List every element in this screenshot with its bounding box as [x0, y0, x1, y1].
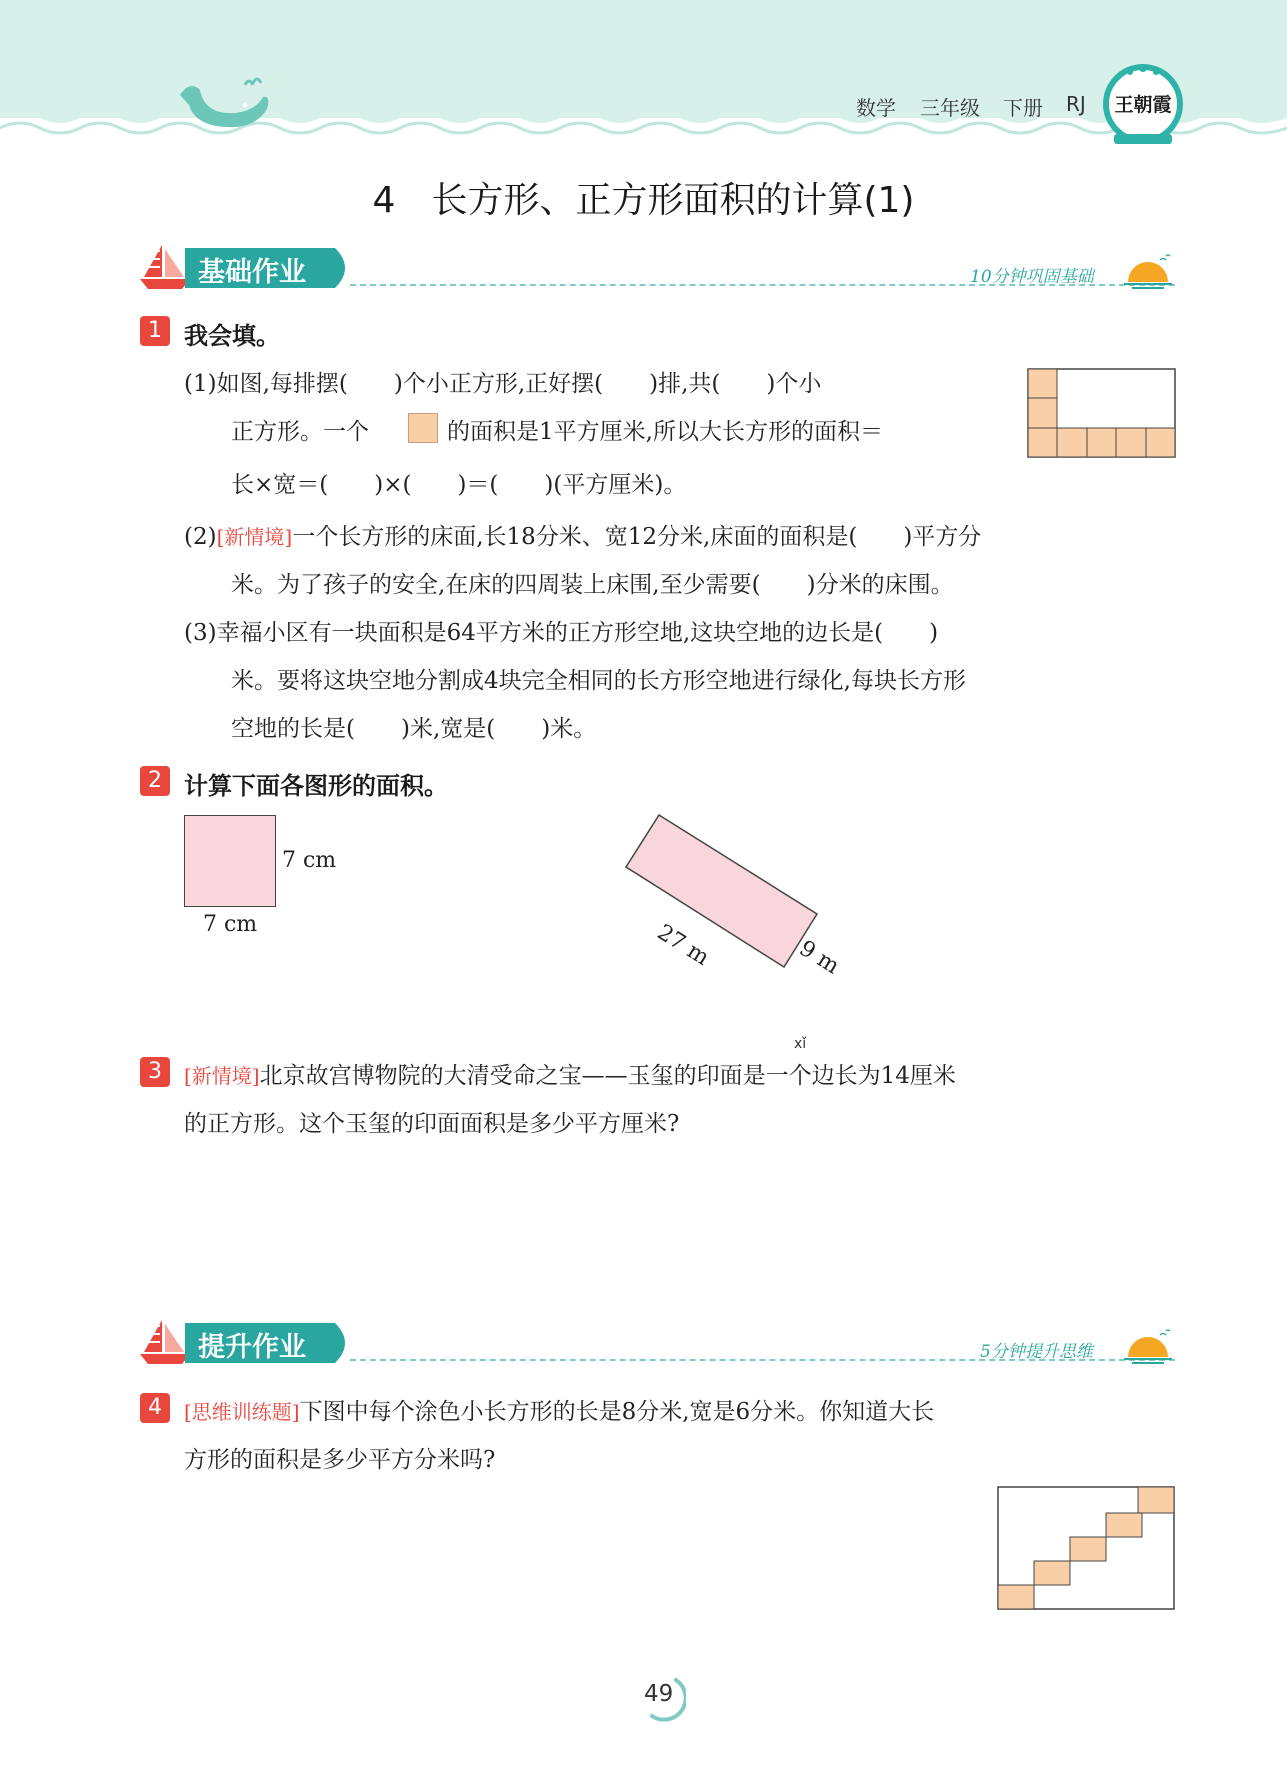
- tilted-rectangle-figure: [620, 810, 820, 980]
- q3-line1: [184, 1057, 956, 1090]
- q1-part2-line1: [184, 518, 981, 551]
- question-heading-2: 计算下面各图形的面积。: [184, 772, 448, 800]
- question-number-2: 2: [140, 766, 170, 796]
- question-number-4: 4: [140, 1393, 170, 1423]
- sunset-icon-2: [1120, 1327, 1176, 1367]
- q4-line1: [184, 1393, 934, 1426]
- q4-text: 下图中每个涂色小长方形的长是8分米,宽是6分米。你知道大长: [299, 1399, 935, 1425]
- q3-line2: 的正方形。这个玉玺的印面面积是多少平方厘米?: [184, 1111, 680, 1137]
- rect-length-label: 27 m: [652, 920, 714, 971]
- header-grade: 三年级: [920, 96, 980, 120]
- section-note-basic: 10分钟巩固基础: [970, 267, 1094, 287]
- page-number: 49: [644, 1681, 674, 1707]
- q1-part1-line1: (1)如图,每排摆( )个小正方形,正好摆( )排,共( )个小: [184, 371, 822, 397]
- whale-icon: [175, 75, 275, 131]
- q1-part1-line3: 长×宽＝( )×( )＝( )(平方厘米)。: [231, 472, 687, 498]
- question-heading-1: 我会填。: [184, 322, 280, 350]
- square-side-right-label: 7 cm: [282, 848, 337, 873]
- sailboat-icon: [140, 243, 190, 291]
- square-side-bottom-label: 7 cm: [203, 912, 258, 937]
- q3-tag: [新情境]: [184, 1064, 260, 1088]
- header-edition: RJ: [1066, 92, 1086, 116]
- q1-part3-line2: 米。要将这块空地分割成4块完全相同的长方形空地进行绿化,每块长方形: [231, 668, 966, 694]
- staircase-figure: [997, 1486, 1177, 1612]
- q3-text: 北京故宫博物院的大清受命之宝——玉玺的印面是一个边长为14厘米: [259, 1063, 956, 1089]
- section-label-advanced: 提升作业: [198, 1332, 306, 1363]
- q1-part2-tag: [新情境]: [216, 525, 293, 549]
- brand-logo: [1102, 60, 1184, 148]
- q1-part3-line3: 空地的长是( )米,宽是( )米。: [231, 716, 597, 742]
- rect-width-label: 9 m: [794, 936, 844, 980]
- unit-square-tile: [408, 413, 438, 443]
- section-label-basic: 基础作业: [198, 257, 306, 288]
- sunset-icon: [1120, 252, 1176, 292]
- logo-text: 王朝霞: [1114, 94, 1172, 116]
- q1-part1-line2b: 的面积是1平方厘米,所以大长方形的面积＝: [447, 419, 883, 445]
- q4-line2: 方形的面积是多少平方分米吗?: [184, 1447, 496, 1473]
- question-number-3: 3: [140, 1057, 170, 1087]
- q1-part2-text: 一个长方形的床面,长18分米、宽12分米,床面的面积是( )平方分: [292, 524, 982, 550]
- sailboat-icon-2: [140, 1318, 190, 1366]
- q1-part3-line1: (3)幸福小区有一块面积是64平方米的正方形空地,这块空地的边长是( ): [184, 620, 939, 646]
- page-title: 4 长方形、正方形面积的计算(1): [372, 180, 915, 221]
- q1-part1-line2a: 正方形。一个: [231, 419, 369, 445]
- square-figure: [184, 815, 276, 907]
- header-volume: 下册: [1003, 96, 1043, 120]
- pinyin-annotation: xǐ: [794, 1036, 807, 1052]
- grid-rectangle-figure: [1027, 368, 1177, 460]
- q1-part2-prefix: (2): [184, 524, 217, 550]
- section-note-advanced: 5分钟提升思维: [980, 1342, 1093, 1362]
- q4-tag: [思维训练题]: [184, 1400, 300, 1424]
- q1-part2-line2: 米。为了孩子的安全,在床的四周装上床围,至少需要( )分米的床围。: [231, 572, 954, 598]
- question-number-1: 1: [140, 316, 170, 346]
- header-subject: 数学: [856, 96, 896, 120]
